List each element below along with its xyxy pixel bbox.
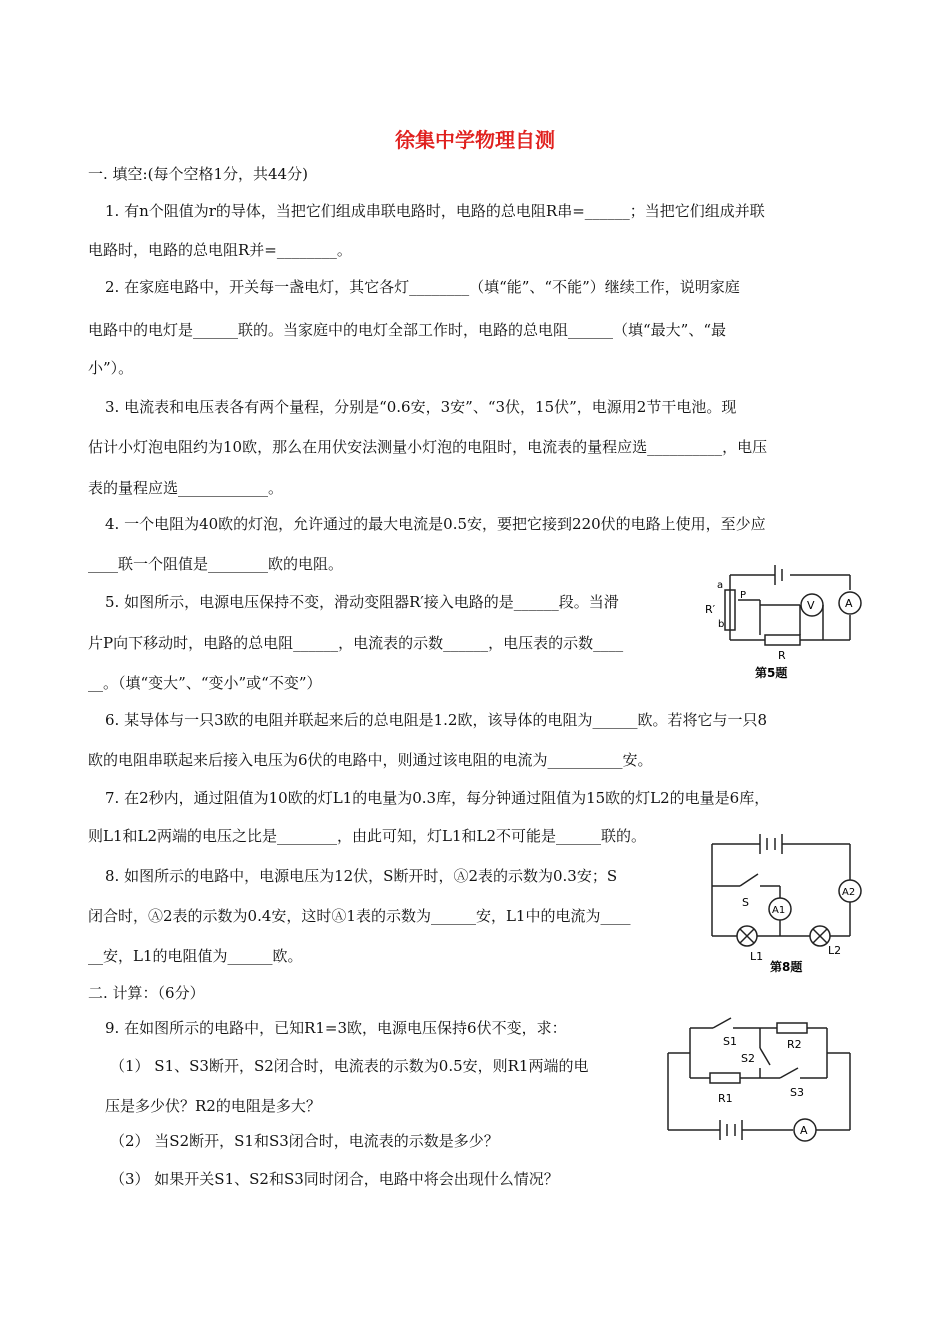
question-line: 7. 在2秒内，通过阻值为10欧的灯L1的电量为0.3库，每分钟通过阻值为15欧的灯L2的电量是6库， — [105, 789, 770, 807]
section-heading-fill-in: 一. 填空:(每个空格1分，共44分) — [88, 165, 308, 183]
section-heading-calc: 二. 计算：（6分） — [88, 984, 205, 1002]
question-line: 电路时，电路的总电阻R并=________。 — [88, 241, 352, 259]
fig8-ammeter-a1-label: A1 — [772, 905, 786, 916]
fig9-switch-s1-label: S1 — [723, 1035, 737, 1048]
fig8-label-s: S — [742, 896, 749, 909]
fig5-voltmeter-label: V — [807, 599, 815, 612]
question-line: 估计小灯泡电阻约为10欧，那么在用伏安法测量小灯泡的电阻时，电流表的量程应选__________，电压 — [88, 438, 768, 456]
question-line: （2） 当S2断开，S1和S3闭合时，电流表的示数是多少？ — [110, 1132, 499, 1150]
circuit-figure-8 — [700, 828, 870, 978]
question-line: 闭合时，Ⓐ2表的示数为0.4安，这时Ⓐ1表的示数为______安，L1中的电流为____ — [88, 907, 631, 925]
circuit-figure-9 — [665, 1010, 865, 1150]
question-line: 6. 某导体与一只3欧的电阻并联起来后的总电阻是1.2欧，该导体的电阻为______欧。若将它与一只8 — [105, 711, 768, 729]
question-line: 表的量程应选____________。 — [88, 479, 284, 497]
question-line: 电路中的电灯是______联的。当家庭中的电灯全部工作时，电路的总电阻______（填“最大”、“最 — [88, 321, 727, 339]
question-line: 小”）。 — [88, 359, 134, 377]
fig9-resistor-r1-label: R1 — [718, 1092, 733, 1105]
fig8-ammeter-a2-label: A2 — [842, 887, 856, 898]
question-line: 3. 电流表和电压表各有两个量程，分别是“0.6安，3安”、“3伏，15伏”，电源用2节干电池。现 — [105, 398, 737, 416]
question-line: 8. 如图所示的电路中，电源电压为12伏，S断开时，Ⓐ2表的示数为0.3安；S — [105, 867, 618, 885]
question-line: 1. 有n个阻值为r的导体，当把它们组成串联电路时，电路的总电阻R串=______；当把它们组成并联 — [105, 202, 765, 220]
question-line: 9. 在如图所示的电路中，已知R1=3欧，电源电压保持6伏不变，求： — [105, 1019, 567, 1037]
circuit-figure-5 — [700, 555, 870, 690]
question-line: 5. 如图所示，电源电压保持不变，滑动变阻器R′接入电路的是______段。当滑 — [105, 593, 619, 611]
fig5-label-a: a — [717, 580, 724, 591]
question-line: （3） 如果开关S1、S2和S3同时闭合，电路中将会出现什么情况？ — [110, 1170, 559, 1188]
fig9-ammeter-label: A — [800, 1124, 808, 1137]
fig9-switch-s2-label: S2 — [741, 1052, 755, 1065]
fig5-label-r: R — [778, 649, 786, 662]
fig8-lamp-l2-label: L2 — [828, 944, 842, 957]
fig5-ammeter-label: A — [845, 597, 853, 610]
question-line: ____联一个阻值是________欧的电阻。 — [88, 555, 344, 573]
question-line: 4. 一个电阻为40欧的灯泡，允许通过的最大电流是0.5安，要把它接到220伏的电路上使用，至少应 — [105, 515, 766, 533]
fig5-caption: 第5题 — [755, 666, 788, 680]
question-line: （1） S1、S3断开，S2闭合时，电流表的示数为0.5安，则R1两端的电 — [110, 1057, 589, 1075]
question-line: __安，L1的电阻值为______欧。 — [88, 947, 303, 965]
fig8-caption: 第8题 — [770, 960, 803, 974]
fig5-label-p: P — [740, 590, 747, 601]
question-line: 则L1和L2两端的电压之比是________，由此可知，灯L1和L2不可能是______联的。 — [88, 827, 647, 845]
fig5-label-r-prime: R′ — [705, 603, 716, 616]
fig5-label-b: b — [718, 619, 725, 630]
question-line: 片P向下移动时，电路的总电阻______，电流表的示数______，电压表的示数____ — [88, 634, 624, 652]
question-line: 2. 在家庭电路中，开关每一盏电灯，其它各灯________（填“能”、“不能”）继续工作，说明家庭 — [105, 278, 740, 296]
fig8-lamp-l1-label: L1 — [750, 950, 764, 963]
question-line: 欧的电阻串联起来后接入电压为6伏的电路中，则通过该电阻的电流为__________安。 — [88, 751, 653, 769]
fig9-resistor-r2-label: R2 — [787, 1038, 802, 1051]
fig9-switch-s3-label: S3 — [790, 1086, 804, 1099]
question-line: __。（填“变大”、“变小”或“不变”） — [88, 674, 322, 692]
page-title: 徐集中学物理自测 — [395, 128, 555, 152]
question-line: 压是多少伏？R2的电阻是多大？ — [105, 1097, 321, 1115]
